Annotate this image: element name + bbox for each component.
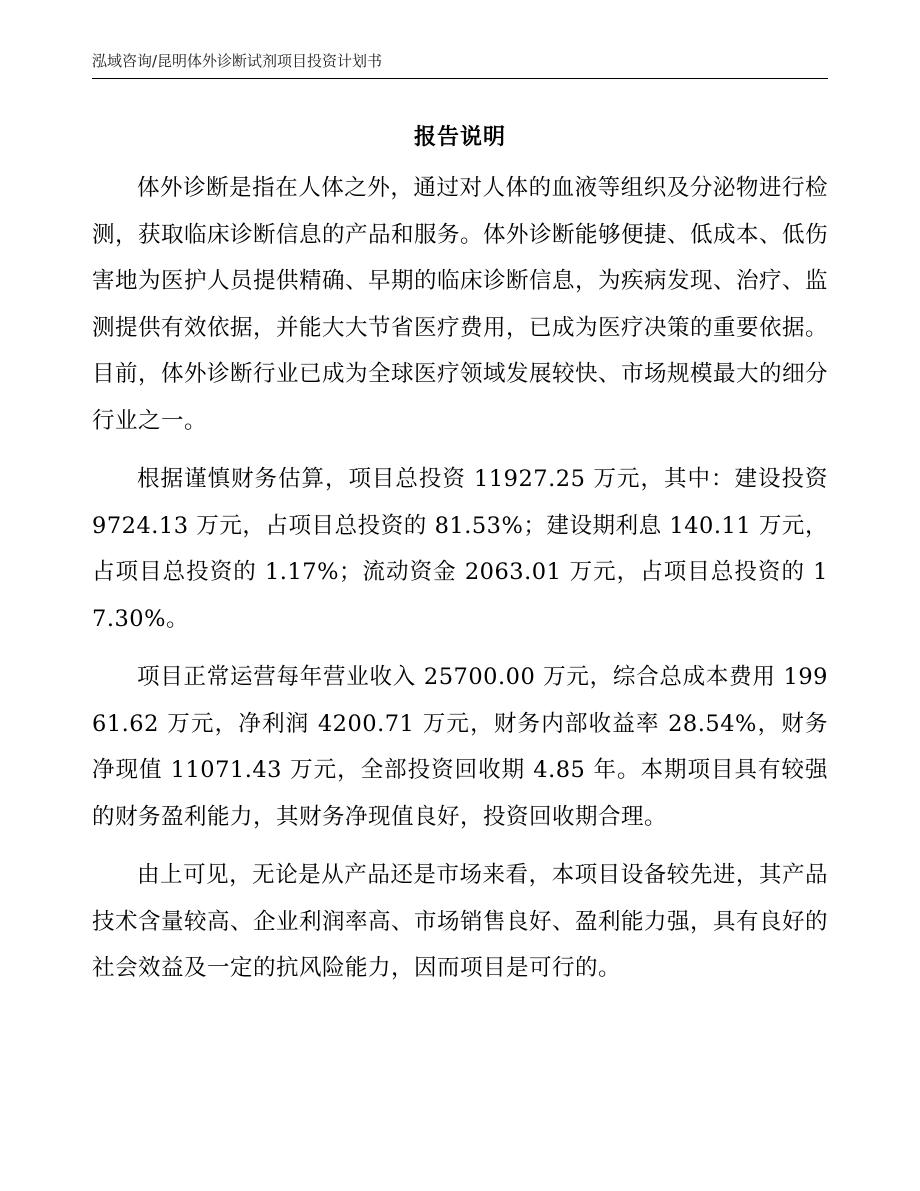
running-header: 泓域咨询/昆明体外诊断试剂项目投资计划书 <box>92 50 828 79</box>
paragraph-conclusion: 由上可见，无论是从产品还是市场来看，本项目设备较先进，其产品技术含量较高、企业利润率高、市场销售良好、盈利能力强，具有良好的社会效益及一定的抗风险能力，因而项目是可行的。 <box>92 862 829 981</box>
paragraph-financials: 项目正常运营每年营业收入 25700.00 万元，综合总成本费用 19961.62 万元，净利润 4200.71 万元，财务内部收益率 28.54%，财务净现值 11071.43 万元，全部投资回收期 4.85 年。本期项目具有较强的财务盈利能力，其财务净现值良好，投资回收期合理。 <box>92 664 828 830</box>
section-title: 报告说明 <box>413 125 506 150</box>
report-body <box>92 165 828 1004</box>
paragraph-intro: 体外诊断是指在人体之外，通过对人体的血液等组织及分泌物进行检测，获取临床诊断信息的产品和服务。体外诊断能够便捷、低成本、低伤害地为医护人员提供精确、早期的临床诊断信息，为疾病发现、治疗、监测提供有效依据，并能大大节省医疗费用，已成为医疗决策的重要依据。目前，体外诊断行业已成为全球医疗领域发展较快、市场规模最大的细分行业之一。 <box>92 175 829 434</box>
paragraph-investment: 根据谨慎财务估算，项目总投资 11927.25 万元，其中：建设投资 9724.13 万元，占项目总投资的 81.53%；建设期利息 140.11 万元，占项目总投资的 1.17%；流动资金 2063.01 万元，占项目总投资的 17.30%。 <box>92 466 828 632</box>
